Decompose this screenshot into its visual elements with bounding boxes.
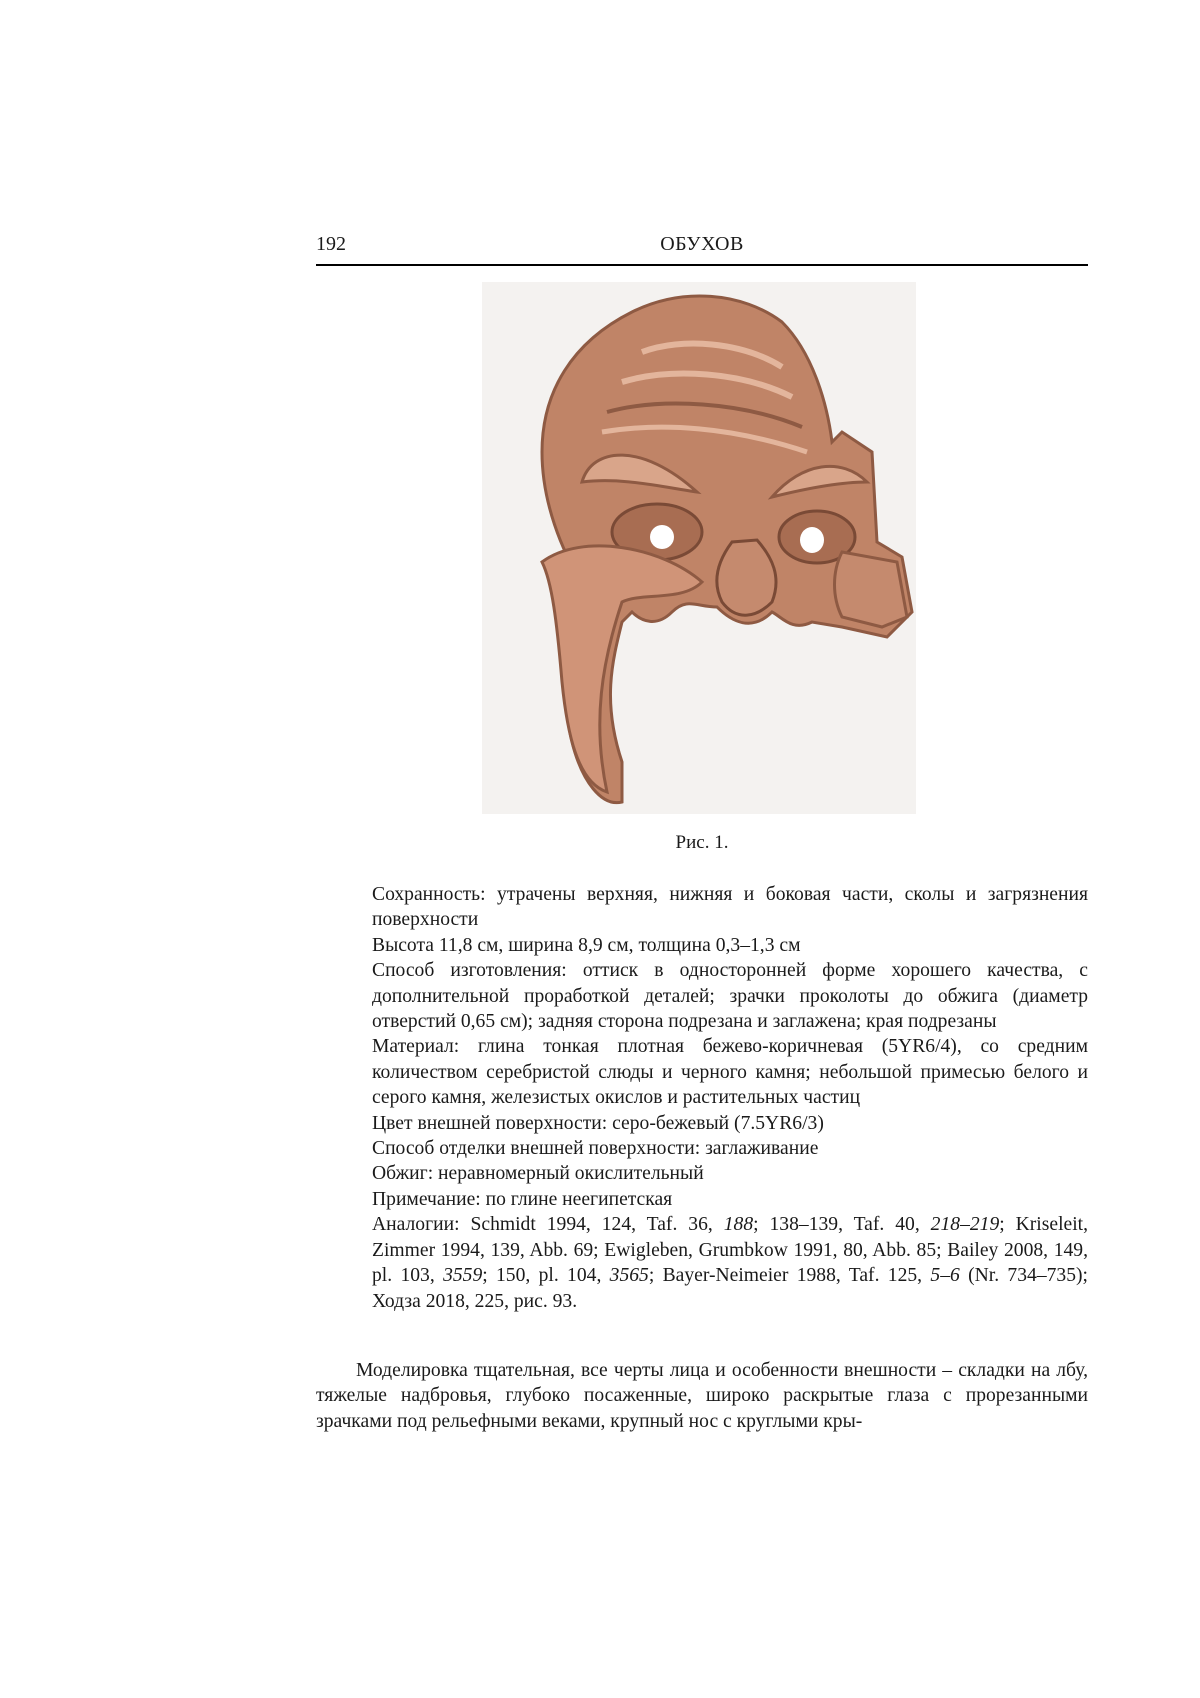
firing-label: Обжиг:	[372, 1163, 433, 1184]
analogies-italic-2: 218–219	[931, 1214, 1000, 1235]
method-label: Способ изготовления:	[372, 960, 567, 981]
firing-entry	[372, 1161, 1088, 1186]
page-number: 192	[316, 232, 346, 256]
body-paragraph: Моделировка тщательная, все черты лица и особенности внешности – складки на лбу, тяжелые надбровья, глубоко посаженные, широко раскрытые глаза с прорезанными зрачками под рельефными веками, крупный нос с круглыми кры-	[316, 1358, 1088, 1434]
note-label: Примечание:	[372, 1189, 481, 1210]
analogies-text-4: ; 150, pl. 104,	[482, 1265, 609, 1286]
finish-entry	[372, 1136, 1088, 1161]
figure-mask-photo	[482, 282, 916, 814]
dimensions-entry: Высота 11,8 см, ширина 8,9 см, толщина 0,3–1,3 см	[372, 933, 1088, 958]
terracotta-mask-icon	[482, 282, 916, 814]
finish-label: Способ отделки внешней поверхности:	[372, 1138, 700, 1159]
preservation-label: Сохранность:	[372, 884, 486, 905]
analogies-text-2: ; 138–139, Taf. 40,	[753, 1214, 931, 1235]
note-entry	[372, 1187, 1088, 1212]
preservation-value: утрачены верхняя, нижняя и боковая части, сколы и загрязнения поверхности	[372, 884, 1088, 930]
analogies-text-5: ; Bayer-Neimeier 1988, Taf. 125,	[649, 1265, 931, 1286]
firing-value: неравномерный окислительный	[438, 1163, 704, 1184]
analogies-italic-3: 3559	[443, 1265, 482, 1286]
finish-value: заглаживание	[705, 1138, 818, 1159]
analogies-label: Аналогии:	[372, 1214, 460, 1235]
analogies-italic-1: 188	[724, 1214, 753, 1235]
color-value: серо-бежевый (7.5YR6/3)	[612, 1113, 824, 1134]
figure-caption: Рис. 1.	[316, 831, 1088, 855]
method-value: оттиск в односторонней форме хорошего качества, с дополнительной проработкой деталей; зрачки проколоты до обжига (диаметр отверстий 0,65 см); задняя сторона подрезана и заглажена; края подрезаны	[372, 960, 1088, 1032]
analogies-text-3: ; Kriseleit, Zimmer 1994, 139, Abb. 69; Ewigleben, Grumbkow 1991, 80, Abb. 85; Bailey 2008, 149, pl. 103,	[372, 1214, 1088, 1286]
analogies-italic-5: 5–6	[930, 1265, 959, 1286]
note-value: по глине неегипетская	[486, 1189, 673, 1210]
running-head: ОБУХОВ	[316, 232, 1088, 256]
preservation-entry	[372, 882, 1088, 933]
analogies-entry	[372, 1212, 1088, 1314]
material-value: глина тонкая плотная бежево-коричневая (5YR6/4), со средним количеством серебристой слюды и черного камня; небольшой примесью белого и серого камня, железистых окислов и растительных частиц	[372, 1036, 1088, 1108]
analogies-italic-4: 3565	[610, 1265, 649, 1286]
material-entry	[372, 1034, 1088, 1110]
color-label: Цвет внешней поверхности:	[372, 1113, 607, 1134]
page-header	[316, 232, 1088, 266]
material-label: Материал:	[372, 1036, 459, 1057]
analogies-text-6: (Nr. 734–735); Ходза 2018, 225, рис. 93.	[372, 1265, 1088, 1311]
catalog-entry	[372, 882, 1088, 1314]
analogies-text-1: Schmidt 1994, 124, Taf. 36,	[470, 1214, 723, 1235]
method-entry	[372, 958, 1088, 1034]
color-entry	[372, 1111, 1088, 1136]
